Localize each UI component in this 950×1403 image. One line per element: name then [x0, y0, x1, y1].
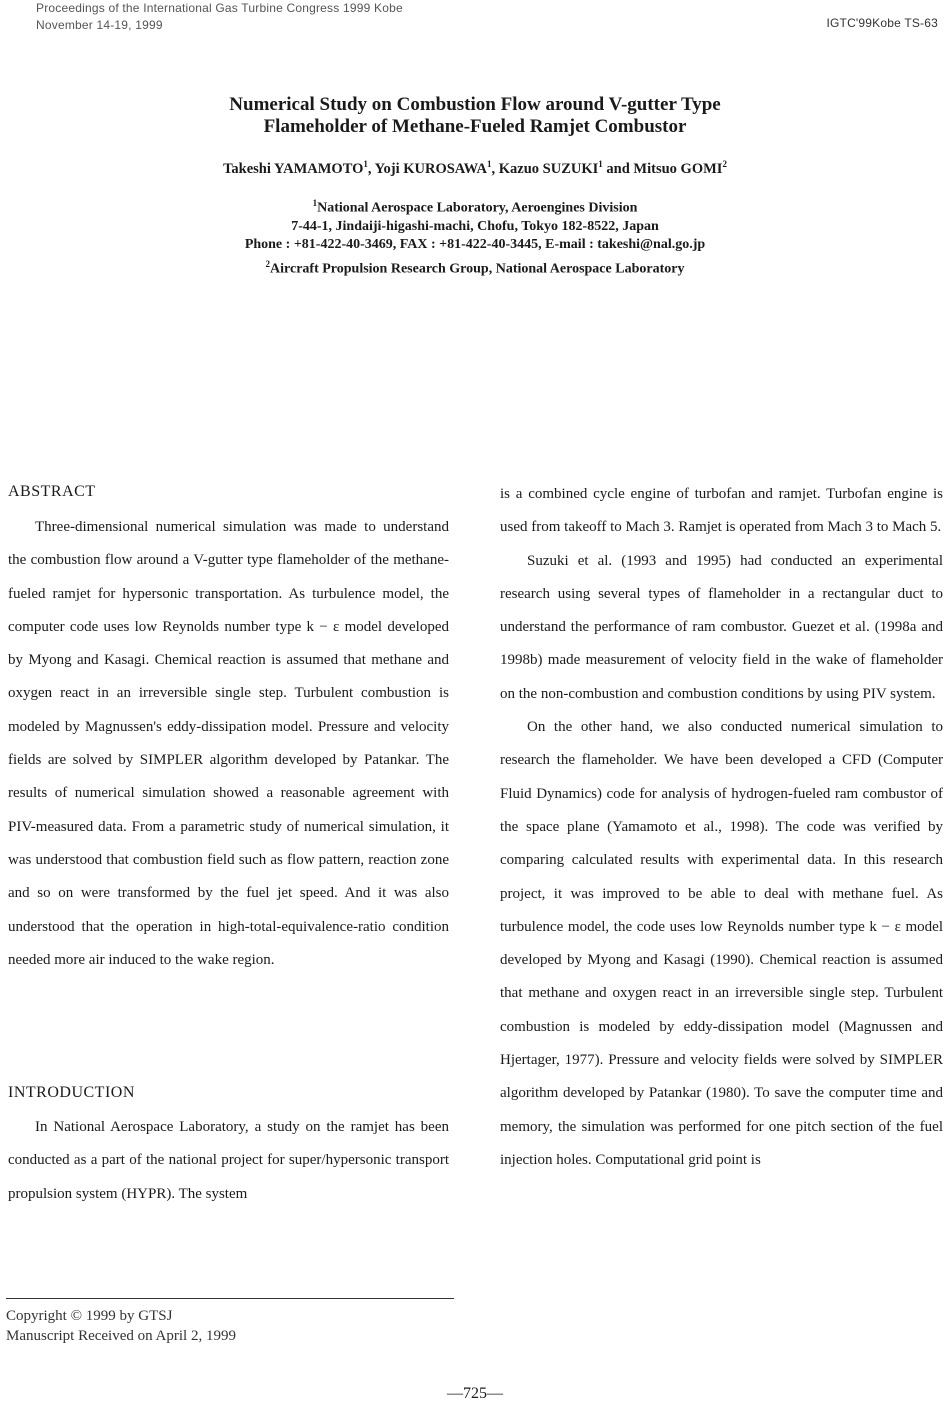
conference-line-1: Proceedings of the International Gas Turbine Congress 1999 Kobe: [36, 1, 403, 15]
right-column: [500, 478, 943, 1177]
author-separator: ,: [491, 160, 499, 177]
intro-paragraph-3: On the other hand, we also conducted numerical simulation to research the flameholder. We have been developed a CFD (Computer Fluid Dynamics) code for analysis of hydrogen-fueled ram combustor of the space plane (Yamamoto et al., 1998). The code was verified by comparing calculated results with experimental data. In this research project, it was improved to be able to deal with methane fuel. As turbulence model, the code uses low Reynolds number type k − ε model developed by Myong and Kasagi (1990). Chemical reaction is assumed that methane and oxygen react in an irreversible single step. Turbulent combustion is modeled by eddy-dissipation model (Magnussen and Hjertager, 1977). Pressure and velocity fields were solved by SIMPLER algorithm developed by Patankar (1980). To save the computer time and memory, the simulation was performed for one pitch section of the fuel injection holes. Computational grid point is: [500, 719, 943, 1168]
introduction-left-column: [8, 1111, 449, 1211]
intro-paragraph-2: Suzuki et al. (1993 and 1995) had conducted an experimental research using several types of flameholder in a rectangular duct to understand the performance of ram combustor. Guezet et al. (1998a and 1998b) made measurement of velocity field in the wake of flameholder on the non-combustion and combustion conditions by using PIV system.: [500, 552, 943, 702]
manuscript-received: Manuscript Received on April 2, 1999: [6, 1328, 236, 1344]
affiliation-2-name: $^2$Aircraft Propulsion Research Group, National Aerospace Laboratory: [265, 258, 685, 277]
author-name: Mitsuo GOMI: [633, 160, 723, 177]
abstract-paragraph: Three-dimensional numerical simulation was made to understand the combustion flow around a V-gutter type flameholder of the methane-fueled ramjet for hypersonic transportation. As turbulence model, the computer code uses low Reynolds number type k − ε model developed by Myong and Kasagi. Chemical reaction is assumed that methane and oxygen react in an irreversible single step. Turbulent combustion is modeled by Magnussen's eddy-dissipation model. Pressure and velocity fields are solved by SIMPLER algorithm developed by Patankar. The results of numerical simulation showed a reasonable agreement with PIV-measured data. From a parametric study of numerical simulation, it was understood that combustion field such as flow pattern, reaction zone and so on were transformed by the fuel jet speed. And it was also understood that the operation in high-total-equivalence-ratio condition needed more air induced to the wake region.: [8, 519, 449, 968]
author-name: Kazuo SUZUKI: [498, 160, 599, 177]
affiliation-1-contact: Phone : +81-422-40-3469, FAX : +81-422-40-3445, E-mail : takeshi@nal.go.jp: [244, 237, 706, 253]
affiliation-1-name: $^1$National Aerospace Laboratory, Aeroengines Division: [312, 198, 638, 216]
intro-paragraph-1-part-2: is a combined cycle engine of turbofan and ramjet. Turbofan engine is used from takeoff to Mach 3. Ramjet is operated from Mach 3 to Mach 5.: [500, 486, 943, 536]
footnote: [6, 1306, 236, 1346]
affiliation-mark: 1: [312, 198, 318, 208]
author-affiliation-mark: 1: [363, 159, 368, 169]
title-line-2: Flameholder of Methane-Fueled Ramjet Combustor: [263, 116, 687, 137]
conference-header: [36, 0, 403, 34]
author-affiliation-mark: 2: [722, 159, 727, 169]
footnote-divider: [6, 1298, 454, 1299]
copyright-notice: Copyright © 1999 by GTSJ: [6, 1308, 173, 1324]
affiliations: [0, 194, 950, 279]
author-separator: ,: [367, 160, 375, 177]
abstract-heading: ABSTRACT: [8, 483, 96, 500]
paper-code: IGTC'99Kobe TS-63: [826, 16, 938, 30]
abstract-text: [8, 511, 449, 977]
author-affiliation-mark: 1: [598, 159, 603, 169]
conference-line-2: November 14-19, 1999: [36, 18, 163, 32]
author-list: [0, 159, 950, 178]
paper-title: [0, 94, 950, 138]
introduction-heading: INTRODUCTION: [8, 1084, 135, 1101]
affiliation-1-address: 7-44-1, Jindaiji-higashi-machi, Chofu, Tokyo 182-8522, Japan: [291, 219, 659, 235]
page-number: —725—: [447, 1385, 503, 1402]
author-name: Yoji KUROSAWA: [374, 160, 488, 177]
affiliation-mark: 2: [265, 258, 271, 269]
author-name: Takeshi YAMAMOTO: [223, 160, 364, 177]
intro-paragraph-1-part-1: In National Aerospace Laboratory, a study on the ramjet has been conducted as a part of the national project for super/hypersonic transport propulsion system (HYPR). The system: [8, 1119, 449, 1202]
author-separator: and: [602, 160, 634, 177]
author-affiliation-mark: 1: [487, 159, 492, 169]
title-line-1: Numerical Study on Combustion Flow around V-gutter Type: [229, 94, 721, 115]
